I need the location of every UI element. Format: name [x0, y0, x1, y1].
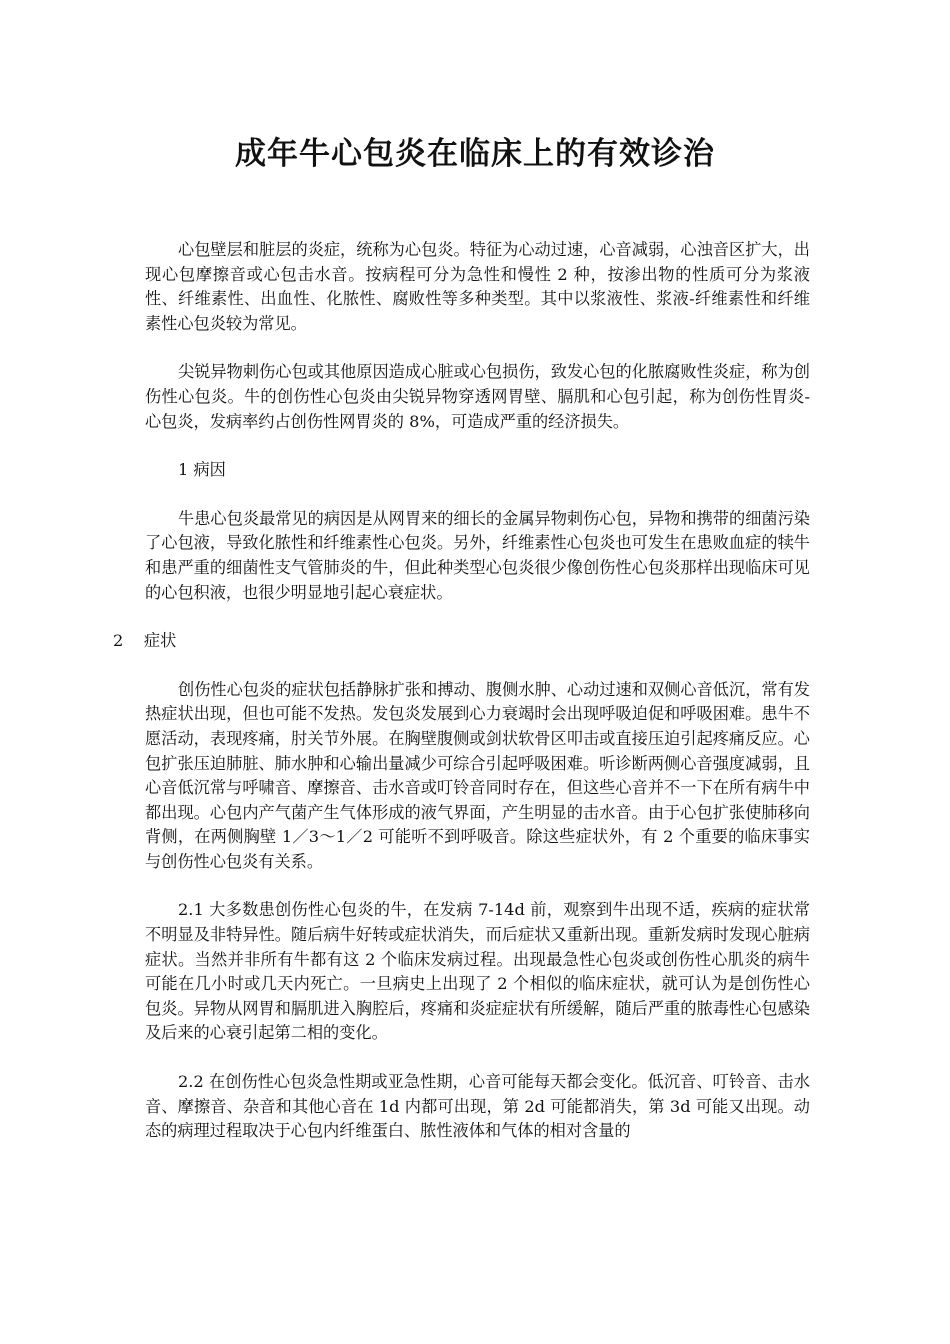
paragraph-traumatic-definition: 尖锐异物刺伤心包或其他原因造成心脏或心包损伤，致发心包的化脓腐败性炎症，称为创伤性心包炎。牛的创伤性心包炎由尖锐异物穿透网胃壁、膈肌和心包引起，称为创伤性胃炎-心包炎，发病率约占创伤性网胃炎的 8%，可造成严重的经济损失。	[145, 362, 810, 431]
section-heading-symptoms: 2 症状	[113, 631, 177, 651]
document-title: 成年牛心包炎在临床上的有效诊治	[235, 136, 715, 172]
paragraph-intro: 心包壁层和脏层的炎症，统称为心包炎。特征为心动过速，心音减弱，心浊音区扩大，出现心包摩擦音或心包击水音。按病程可分为急性和慢性 2 种，按渗出物的性质可分为浆液性、纤维素性、出血性、化脓性、腐败性等多种类型。其中以浆液性、浆液-纤维素性和纤维素性心包炎较为常见。	[145, 240, 810, 333]
paragraph-etiology: 牛患心包炎最常见的病因是从网胃来的细长的金属异物刺伤心包，异物和携带的细菌污染了心包液，导致化脓性和纤维素性心包炎。另外，纤维素性心包炎也可发生在患败血症的犊牛和患严重的细菌性支气管肺炎的牛，但此种类型心包炎很少像创伤性心包炎那样出现临床可见的心包积液，也很少明显地引起心衰症状。	[145, 508, 810, 602]
document-body	[113, 238, 810, 1168]
paragraph-symptoms-2-1: 2.1 大多数患创伤性心包炎的牛，在发病 7-14d 前，观察到牛出现不适，疾病的症状常不明显及非特异性。随后病牛好转或症状消失，而后症状又重新出现。重新发病时发现心脏病症状。当然并非所有牛都有这 2 个临床发病过程。出现最急性心包炎或创伤性心肌炎的病牛可能在几小时或几天内死亡。一旦病史上出现了 2 个相似的临床症状，就可认为是创伤性心包炎。异物从网胃和膈肌进入胸腔后，疼痛和炎症症状有所缓解，随后严重的脓毒性心包感染及后来的心衰引起第二相的变化。	[145, 900, 810, 1043]
section-heading-etiology: 1 病因	[178, 460, 226, 480]
paragraph-symptoms: 创伤性心包炎的症状包括静脉扩张和搏动、腹侧水肿、心动过速和双侧心音低沉，常有发热症状出现，但也可能不发热。发包炎发展到心力衰竭时会出现呼吸迫促和呼吸困难。患牛不愿活动，表现疼痛，肘关节外展。在胸壁腹侧或剑状软骨区叩击或直接压迫引起疼痛反应。心包扩张压迫肺脏、肺水肿和心输出量减少可综合引起呼吸困难。听诊断两侧心音强度减弱，且心音低沉常与呼啸音、摩擦音、击水音或叮铃音同时存在，但这些心音并不一下在所有病牛中都出现。心包内产气菌产生气体形成的液气界面，产生明显的击水音。由于心包扩张使肺移向背侧，在两侧胸壁 1／3～1／2 可能听不到呼吸音。除这些症状外，有 2 个重要的临床事实与创伤性心包炎有关系。	[145, 679, 810, 871]
paragraph-symptoms-2-2: 2.2 在创伤性心包炎急性期或亚急性期，心音可能每天都会变化。低沉音、叮铃音、击水音、摩擦音、杂音和其他心音在 1d 内都可出现，第 2d 可能都消失，第 3d 可能又出现。动态的病理过程取决于心包内纤维蛋白、脓性液体和气体的相对含量的	[145, 1072, 810, 1141]
